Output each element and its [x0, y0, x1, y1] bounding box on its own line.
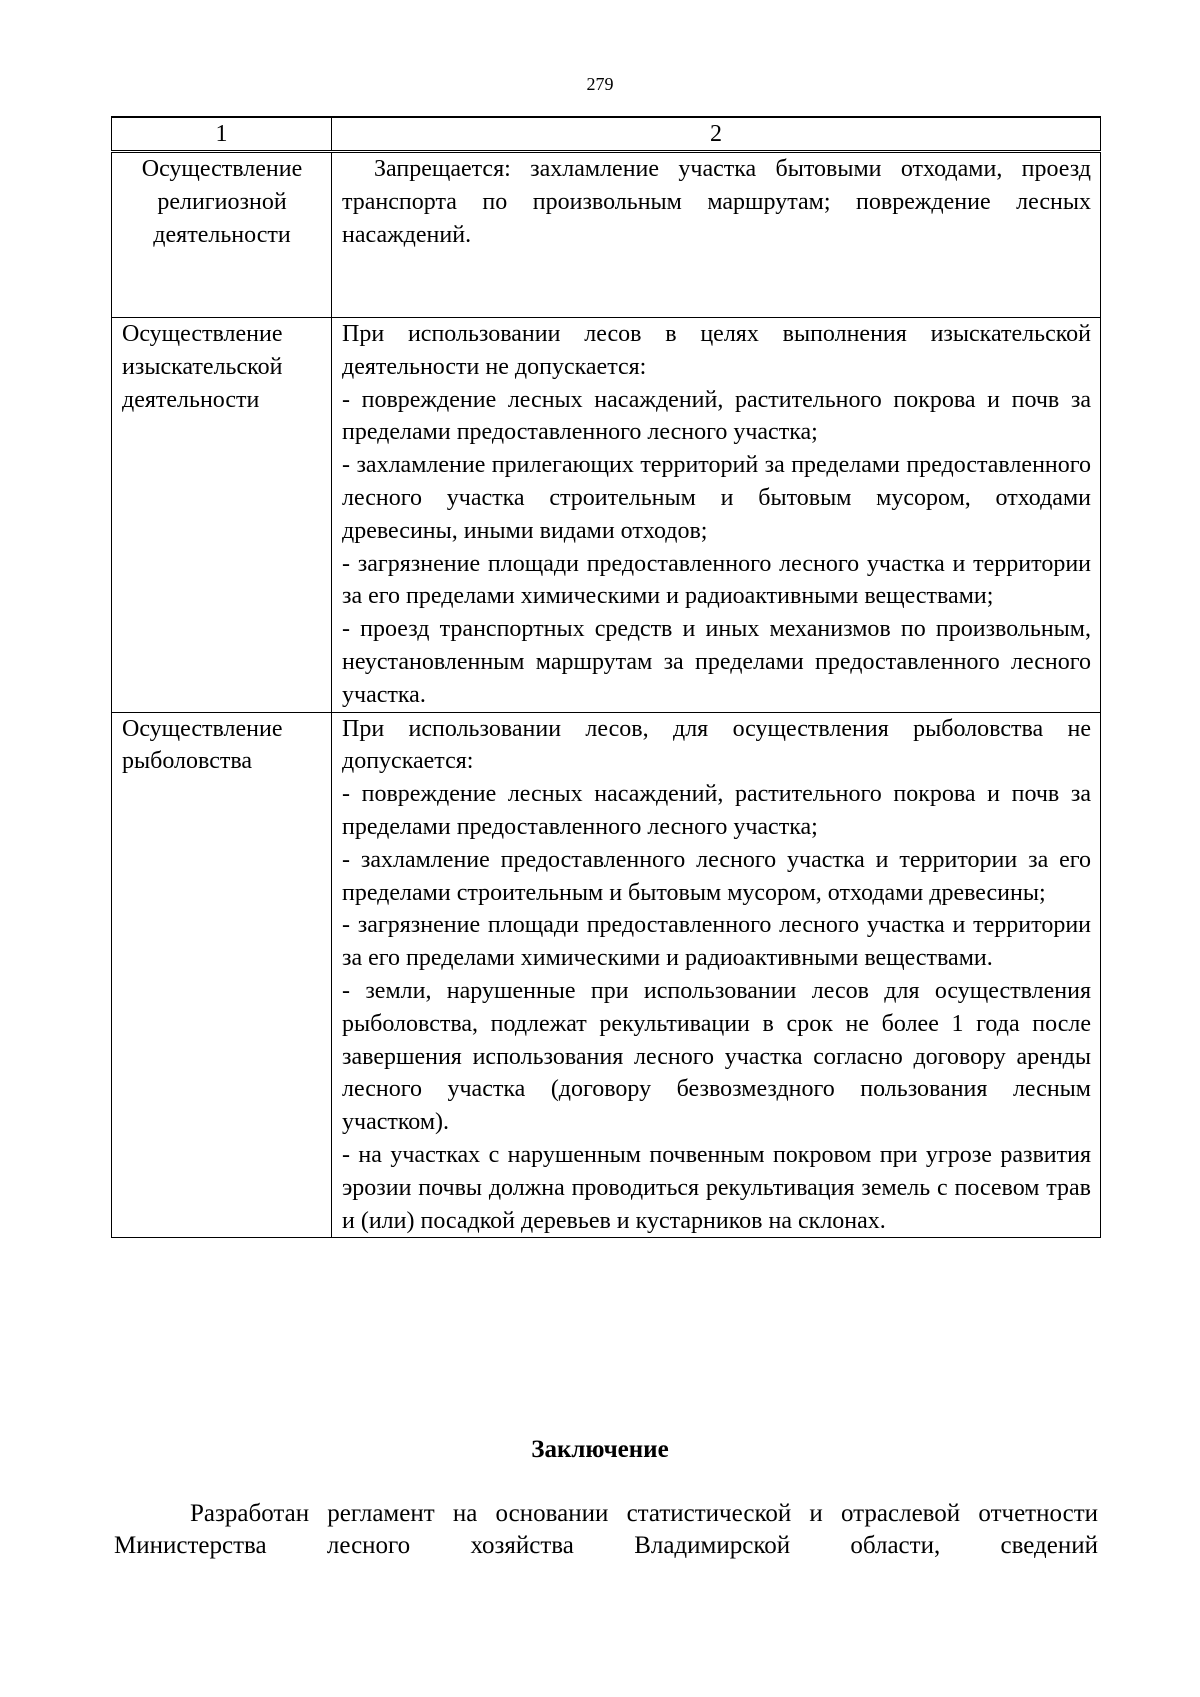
table-header-row [112, 117, 1101, 152]
rule-paragraph: - на участках с нарушенным почвенным покровом при угрозе развития эрозии почвы должна проводиться рекультивация земель с посевом трав и (или) посадкой деревьев и кустарников на склонах. [342, 1141, 1091, 1234]
table-row [112, 152, 1101, 318]
activity-cell-survey: Осуществление изыскательской деятельности [112, 318, 332, 713]
page-number: 279 [586, 74, 614, 94]
rules-cell-religious [332, 152, 1101, 318]
rule-paragraph: При использовании лесов в целях выполнения изыскательской деятельности не допускается: [342, 321, 1091, 380]
rule-paragraph: При использовании лесов, для осуществления рыболовства не допускается: [342, 715, 1091, 775]
activity-cell-religious: Осуществление религиозной деятельности [112, 152, 332, 318]
rule-paragraph: - захламление предоставленного лесного участка и территории за его пределами строительным и бытовым мусором, отходами древесины; [342, 846, 1091, 906]
section-heading-conclusion: Заключение [531, 1436, 669, 1463]
rule-paragraph: - повреждение лесных насаждений, растительного покрова и почв за пределами предоставленного лесного участка; [342, 386, 1091, 446]
activity-cell-fishing: Осуществление рыболовства [112, 712, 332, 1238]
rule-paragraph: - загрязнение площади предоставленного лесного участка и территории за его пределами химическими и радиоактивными веществами; [342, 550, 1091, 610]
table-row [112, 712, 1101, 1238]
rule-paragraph: Запрещается: захламление участка бытовыми отходами, проезд транспорта по произвольным маршрутам; повреждение лесных насаждений. [342, 156, 1091, 248]
table-row [112, 318, 1101, 713]
header-cell-2: 2 [332, 117, 1101, 152]
rule-paragraph: - загрязнение площади предоставленного лесного участка и территории за его пределами химическими и радиоактивными веществами. [342, 912, 1091, 972]
regulation-table [111, 116, 1101, 1238]
rules-cell-fishing [332, 712, 1101, 1238]
rule-paragraph: - земли, нарушенные при использовании лесов для осуществления рыболовства, подлежат рекультивации в срок не более 1 года после завершения использования лесного участка согласно договору аренды лесного участка (договору безвозмездного пользования лесным участком). [342, 977, 1091, 1136]
rule-paragraph: - повреждение лесных насаждений, растительного покрова и почв за пределами предоставленного лесного участка; [342, 781, 1091, 840]
rule-paragraph: - проезд транспортных средств и иных механизмов по произвольным, неустановленным маршрутам за пределами предоставленного лесного участка. [342, 616, 1091, 708]
rules-cell-survey [332, 318, 1101, 713]
conclusion-paragraph: Разработан регламент на основании статистической и отраслевой отчетности Министерства лесного хозяйства Владимирской области, сведений [114, 1500, 1098, 1559]
header-cell-1: 1 [112, 117, 332, 152]
rule-paragraph: - захламление прилегающих территорий за пределами предоставленного лесного участка строительным и бытовым мусором, отходами древесины, иными видами отходов; [342, 452, 1091, 544]
